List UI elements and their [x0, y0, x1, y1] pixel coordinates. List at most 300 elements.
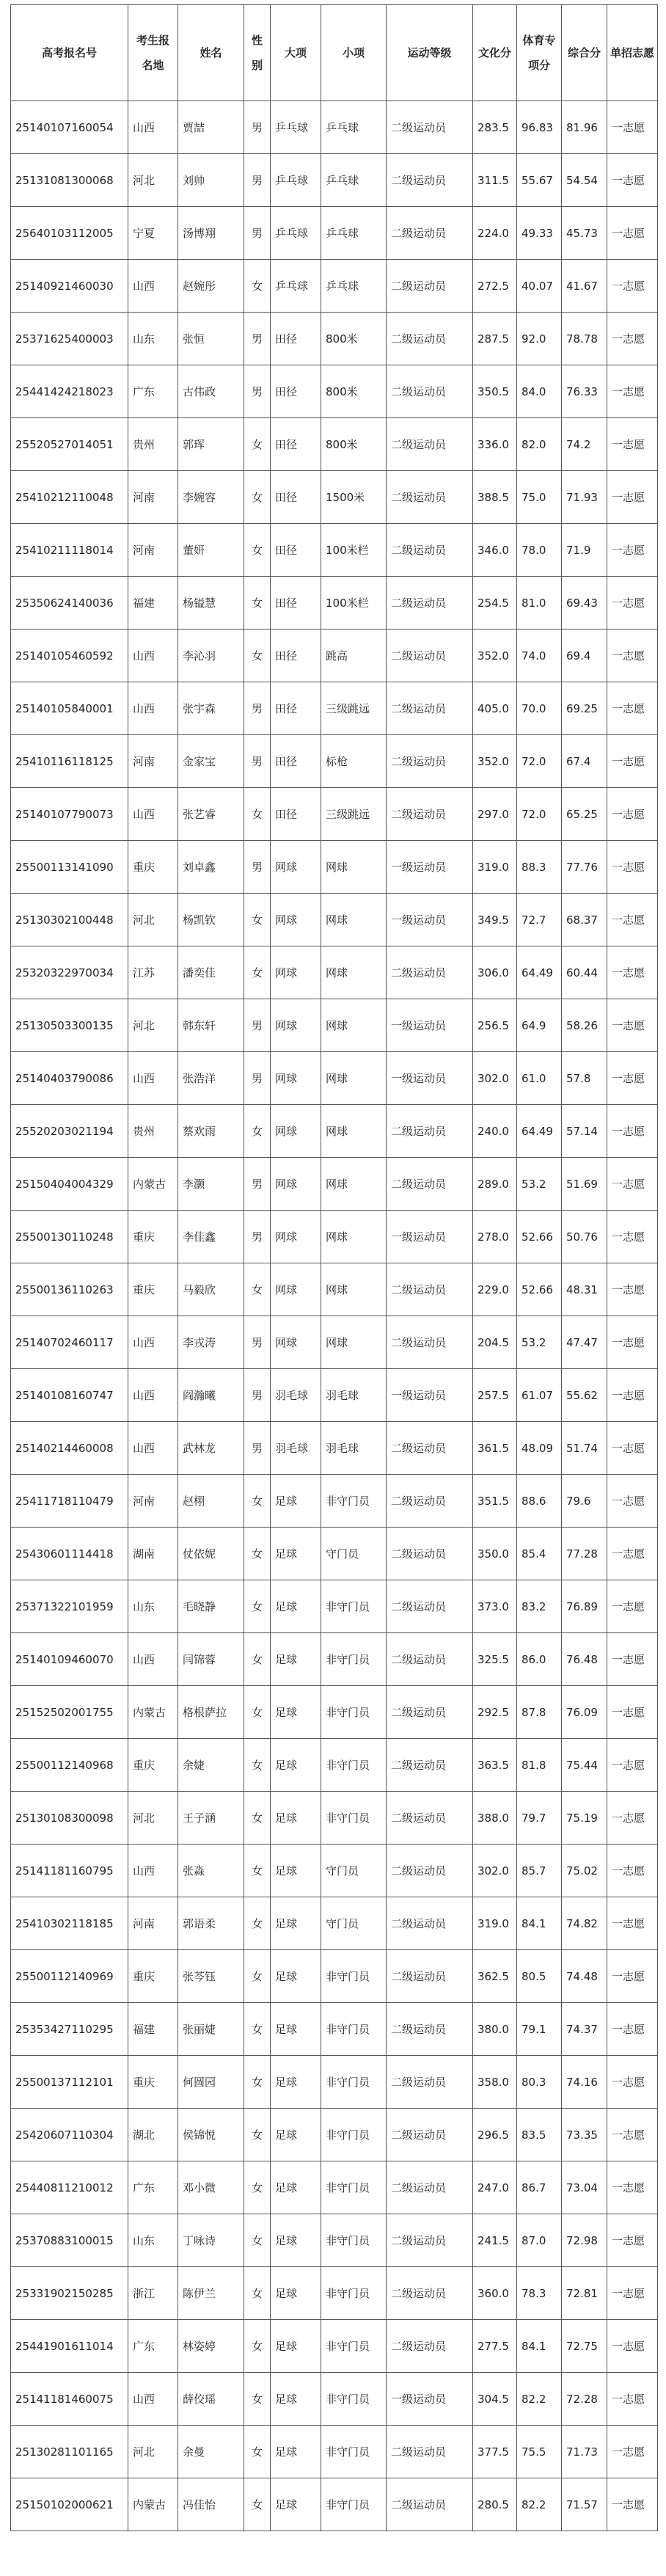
cell-event: 非守门员: [321, 1792, 387, 1845]
cell-province: 山西: [128, 1422, 178, 1475]
cell-exam-id: 25130503300135: [11, 999, 128, 1052]
cell-gender: 男: [244, 1158, 271, 1211]
cell-level: 二级运动员: [387, 2267, 473, 2320]
cell-province: 山西: [128, 788, 178, 841]
cell-sports-score: 53.2: [517, 1158, 562, 1211]
cell-exam-id: 25140107160054: [11, 101, 128, 154]
cell-name: 余曼: [178, 2426, 244, 2478]
cell-event: 网球: [321, 946, 387, 999]
cell-exam-id: 25410302118185: [11, 1897, 128, 1950]
cell-culture-score: 302.0: [473, 1845, 517, 1897]
cell-gender: 女: [244, 1845, 271, 1897]
cell-name: 刘帅: [178, 154, 244, 207]
cell-category: 网球: [271, 1211, 321, 1263]
cell-name: 古伟政: [178, 365, 244, 418]
cell-category: 足球: [271, 2373, 321, 2426]
cell-category: 足球: [271, 1633, 321, 1686]
cell-level: 二级运动员: [387, 1528, 473, 1580]
cell-volunteer: 一志愿: [607, 154, 658, 207]
cell-sports-score: 61.07: [517, 1369, 562, 1422]
cell-category: 足球: [271, 1686, 321, 1739]
cell-event: 跳高: [321, 630, 387, 682]
table-row: [11, 1528, 658, 1580]
cell-sports-score: 92.0: [517, 313, 562, 365]
cell-culture-score: 287.5: [473, 313, 517, 365]
cell-volunteer: 一志愿: [607, 2426, 658, 2478]
cell-total-score: 78.78: [562, 313, 607, 365]
cell-volunteer: 一志愿: [607, 418, 658, 471]
cell-culture-score: 278.0: [473, 1211, 517, 1263]
cell-province: 宁夏: [128, 207, 178, 260]
cell-category: 羽毛球: [271, 1422, 321, 1475]
cell-name: 董妍: [178, 524, 244, 577]
cell-name: 丁咏诗: [178, 2214, 244, 2267]
cell-volunteer: 一志愿: [607, 1475, 658, 1528]
cell-province: 河北: [128, 1792, 178, 1845]
table-row: [11, 2109, 658, 2161]
cell-event: 非守门员: [321, 2478, 387, 2531]
cell-gender: 男: [244, 207, 271, 260]
table-row: [11, 1158, 658, 1211]
table-row: [11, 2426, 658, 2478]
cell-exam-id: 25430601114418: [11, 1528, 128, 1580]
cell-sports-score: 64.49: [517, 1105, 562, 1158]
cell-total-score: 57.8: [562, 1052, 607, 1105]
cell-level: 二级运动员: [387, 1950, 473, 2003]
cell-event: 乒乓球: [321, 260, 387, 313]
cell-name: 张宇森: [178, 682, 244, 735]
cell-province: 河北: [128, 894, 178, 946]
cell-exam-id: 25130302100448: [11, 894, 128, 946]
cell-gender: 男: [244, 1316, 271, 1369]
cell-gender: 女: [244, 2267, 271, 2320]
header-volunteer: 单招志愿: [607, 5, 658, 101]
table-row: [11, 2003, 658, 2056]
cell-culture-score: 311.5: [473, 154, 517, 207]
cell-sports-score: 72.0: [517, 788, 562, 841]
cell-culture-score: 349.5: [473, 894, 517, 946]
cell-culture-score: 388.0: [473, 1792, 517, 1845]
table-row: [11, 418, 658, 471]
cell-exam-id: 25440811210012: [11, 2161, 128, 2214]
cell-culture-score: 362.5: [473, 1950, 517, 2003]
cell-culture-score: 346.0: [473, 524, 517, 577]
cell-category: 足球: [271, 1580, 321, 1633]
table-row: [11, 946, 658, 999]
cell-sports-score: 78.0: [517, 524, 562, 577]
cell-level: 二级运动员: [387, 2214, 473, 2267]
cell-gender: 女: [244, 2109, 271, 2161]
cell-level: 二级运动员: [387, 630, 473, 682]
cell-total-score: 74.2: [562, 418, 607, 471]
cell-event: 非守门员: [321, 2373, 387, 2426]
cell-province: 河南: [128, 1475, 178, 1528]
cell-total-score: 74.37: [562, 2003, 607, 2056]
cell-province: 山西: [128, 630, 178, 682]
table-row: [11, 1105, 658, 1158]
cell-level: 一级运动员: [387, 999, 473, 1052]
cell-name: 毛晓静: [178, 1580, 244, 1633]
cell-culture-score: 377.5: [473, 2426, 517, 2478]
cell-province: 山西: [128, 1633, 178, 1686]
admission-score-table: [10, 4, 658, 2531]
cell-province: 广东: [128, 2161, 178, 2214]
cell-gender: 男: [244, 365, 271, 418]
cell-event: 乒乓球: [321, 154, 387, 207]
cell-culture-score: 358.0: [473, 2056, 517, 2109]
cell-province: 河南: [128, 524, 178, 577]
table-row: [11, 1739, 658, 1792]
cell-exam-id: 25130281101165: [11, 2426, 128, 2478]
cell-culture-score: 373.0: [473, 1580, 517, 1633]
cell-province: 贵州: [128, 418, 178, 471]
cell-exam-id: 25410211118014: [11, 524, 128, 577]
cell-category: 足球: [271, 2426, 321, 2478]
cell-level: 二级运动员: [387, 788, 473, 841]
cell-culture-score: 292.5: [473, 1686, 517, 1739]
cell-name: 阎瀚曦: [178, 1369, 244, 1422]
cell-exam-id: 25441424218023: [11, 365, 128, 418]
cell-category: 田径: [271, 471, 321, 524]
cell-gender: 女: [244, 1105, 271, 1158]
cell-gender: 女: [244, 630, 271, 682]
table-row: [11, 2056, 658, 2109]
cell-culture-score: 240.0: [473, 1105, 517, 1158]
cell-event: 网球: [321, 1316, 387, 1369]
cell-sports-score: 81.0: [517, 577, 562, 630]
cell-total-score: 48.31: [562, 1263, 607, 1316]
cell-sports-score: 52.66: [517, 1263, 562, 1316]
header-gender: 性别: [244, 5, 271, 101]
cell-volunteer: 一志愿: [607, 2056, 658, 2109]
cell-name: 张淼: [178, 1845, 244, 1897]
cell-level: 二级运动员: [387, 1263, 473, 1316]
cell-total-score: 72.98: [562, 2214, 607, 2267]
cell-province: 山西: [128, 2373, 178, 2426]
cell-name: 张浩洋: [178, 1052, 244, 1105]
cell-event: 守门员: [321, 1845, 387, 1897]
cell-gender: 男: [244, 1211, 271, 1263]
cell-gender: 男: [244, 154, 271, 207]
table-row: [11, 365, 658, 418]
cell-name: 冯佳怡: [178, 2478, 244, 2531]
table-row: [11, 999, 658, 1052]
cell-level: 二级运动员: [387, 1422, 473, 1475]
cell-volunteer: 一志愿: [607, 2214, 658, 2267]
cell-level: 二级运动员: [387, 2478, 473, 2531]
cell-exam-id: 25140105840001: [11, 682, 128, 735]
cell-exam-id: 25500112140969: [11, 1950, 128, 2003]
cell-category: 羽毛球: [271, 1369, 321, 1422]
cell-volunteer: 一志愿: [607, 1316, 658, 1369]
cell-province: 河北: [128, 154, 178, 207]
cell-level: 二级运动员: [387, 101, 473, 154]
cell-province: 内蒙古: [128, 1158, 178, 1211]
cell-exam-id: 25411718110479: [11, 1475, 128, 1528]
cell-category: 田径: [271, 630, 321, 682]
table-row: [11, 207, 658, 260]
cell-level: 二级运动员: [387, 418, 473, 471]
cell-total-score: 55.62: [562, 1369, 607, 1422]
cell-event: 乒乓球: [321, 207, 387, 260]
cell-sports-score: 64.9: [517, 999, 562, 1052]
cell-volunteer: 一志愿: [607, 471, 658, 524]
cell-sports-score: 80.3: [517, 2056, 562, 2109]
table-row: [11, 313, 658, 365]
cell-category: 网球: [271, 1263, 321, 1316]
cell-level: 二级运动员: [387, 682, 473, 735]
table-row: [11, 524, 658, 577]
cell-gender: 女: [244, 2161, 271, 2214]
table-row: [11, 1052, 658, 1105]
cell-category: 田径: [271, 418, 321, 471]
cell-volunteer: 一志愿: [607, 1580, 658, 1633]
header-total-score: 综合分: [562, 5, 607, 101]
cell-event: 网球: [321, 1052, 387, 1105]
cell-gender: 女: [244, 788, 271, 841]
cell-total-score: 68.37: [562, 894, 607, 946]
cell-name: 张芩钰: [178, 1950, 244, 2003]
cell-volunteer: 一志愿: [607, 2003, 658, 2056]
cell-gender: 女: [244, 2426, 271, 2478]
cell-sports-score: 88.6: [517, 1475, 562, 1528]
cell-exam-id: 25371625400003: [11, 313, 128, 365]
cell-exam-id: 25500137112101: [11, 2056, 128, 2109]
cell-culture-score: 388.5: [473, 471, 517, 524]
cell-culture-score: 352.0: [473, 735, 517, 788]
cell-category: 网球: [271, 894, 321, 946]
cell-level: 二级运动员: [387, 2320, 473, 2373]
cell-gender: 女: [244, 894, 271, 946]
cell-gender: 女: [244, 1686, 271, 1739]
cell-level: 二级运动员: [387, 1580, 473, 1633]
cell-province: 重庆: [128, 1211, 178, 1263]
cell-gender: 女: [244, 1475, 271, 1528]
cell-culture-score: 351.5: [473, 1475, 517, 1528]
cell-volunteer: 一志愿: [607, 1158, 658, 1211]
cell-culture-score: 336.0: [473, 418, 517, 471]
cell-culture-score: 352.0: [473, 630, 517, 682]
cell-total-score: 45.73: [562, 207, 607, 260]
cell-culture-score: 302.0: [473, 1052, 517, 1105]
cell-category: 足球: [271, 1528, 321, 1580]
table-row: [11, 1475, 658, 1528]
cell-category: 足球: [271, 2056, 321, 2109]
cell-province: 重庆: [128, 841, 178, 894]
cell-province: 湖北: [128, 2109, 178, 2161]
cell-level: 二级运动员: [387, 1105, 473, 1158]
cell-gender: 女: [244, 1528, 271, 1580]
cell-province: 福建: [128, 577, 178, 630]
cell-total-score: 69.4: [562, 630, 607, 682]
table-row: [11, 1633, 658, 1686]
cell-volunteer: 一志愿: [607, 2267, 658, 2320]
cell-culture-score: 297.0: [473, 788, 517, 841]
cell-province: 山东: [128, 2214, 178, 2267]
cell-total-score: 41.67: [562, 260, 607, 313]
cell-category: 足球: [271, 1739, 321, 1792]
cell-total-score: 75.19: [562, 1792, 607, 1845]
cell-name: 张丽婕: [178, 2003, 244, 2056]
cell-event: 守门员: [321, 1897, 387, 1950]
cell-level: 二级运动员: [387, 735, 473, 788]
cell-event: 网球: [321, 1105, 387, 1158]
cell-event: 标枪: [321, 735, 387, 788]
cell-exam-id: 25140105460592: [11, 630, 128, 682]
cell-total-score: 51.74: [562, 1422, 607, 1475]
cell-exam-id: 25140108160747: [11, 1369, 128, 1422]
cell-volunteer: 一志愿: [607, 735, 658, 788]
cell-exam-id: 25371322101959: [11, 1580, 128, 1633]
cell-gender: 女: [244, 1580, 271, 1633]
table-row: [11, 1686, 658, 1739]
header-culture-score: 文化分: [473, 5, 517, 101]
cell-name: 李戎涛: [178, 1316, 244, 1369]
cell-province: 江苏: [128, 946, 178, 999]
cell-exam-id: 25140403790086: [11, 1052, 128, 1105]
cell-total-score: 67.4: [562, 735, 607, 788]
cell-volunteer: 一志愿: [607, 101, 658, 154]
cell-gender: 女: [244, 2478, 271, 2531]
cell-gender: 女: [244, 946, 271, 999]
header-event: 小项: [321, 5, 387, 101]
cell-culture-score: 360.0: [473, 2267, 517, 2320]
cell-category: 足球: [271, 1475, 321, 1528]
cell-culture-score: 229.0: [473, 1263, 517, 1316]
cell-gender: 男: [244, 735, 271, 788]
header-province: 考生报名地: [128, 5, 178, 101]
cell-culture-score: 296.5: [473, 2109, 517, 2161]
cell-exam-id: 25150102000621: [11, 2478, 128, 2531]
cell-event: 非守门员: [321, 2320, 387, 2373]
cell-volunteer: 一志愿: [607, 1950, 658, 2003]
cell-event: 非守门员: [321, 2214, 387, 2267]
cell-volunteer: 一志愿: [607, 894, 658, 946]
cell-event: 网球: [321, 1211, 387, 1263]
cell-name: 张艺睿: [178, 788, 244, 841]
cell-province: 内蒙古: [128, 1686, 178, 1739]
cell-level: 二级运动员: [387, 1158, 473, 1211]
cell-level: 二级运动员: [387, 1845, 473, 1897]
cell-event: 100米栏: [321, 524, 387, 577]
cell-event: 非守门员: [321, 1633, 387, 1686]
cell-event: 800米: [321, 365, 387, 418]
cell-culture-score: 325.5: [473, 1633, 517, 1686]
cell-sports-score: 40.07: [517, 260, 562, 313]
cell-name: 陈伊兰: [178, 2267, 244, 2320]
cell-level: 二级运动员: [387, 471, 473, 524]
cell-exam-id: 25331902150285: [11, 2267, 128, 2320]
cell-sports-score: 86.7: [517, 2161, 562, 2214]
cell-total-score: 76.09: [562, 1686, 607, 1739]
table-row: [11, 894, 658, 946]
cell-name: 杨镒慧: [178, 577, 244, 630]
cell-category: 足球: [271, 1897, 321, 1950]
cell-sports-score: 75.5: [517, 2426, 562, 2478]
header-name: 姓名: [178, 5, 244, 101]
cell-sports-score: 79.7: [517, 1792, 562, 1845]
cell-culture-score: 405.0: [473, 682, 517, 735]
cell-event: 非守门员: [321, 2267, 387, 2320]
cell-exam-id: 25353427110295: [11, 2003, 128, 2056]
cell-total-score: 72.28: [562, 2373, 607, 2426]
cell-name: 李佳鑫: [178, 1211, 244, 1263]
cell-volunteer: 一志愿: [607, 1633, 658, 1686]
cell-culture-score: 363.5: [473, 1739, 517, 1792]
cell-name: 潘奕佳: [178, 946, 244, 999]
cell-gender: 女: [244, 418, 271, 471]
cell-event: 非守门员: [321, 1950, 387, 2003]
cell-volunteer: 一志愿: [607, 788, 658, 841]
table-row: [11, 682, 658, 735]
cell-name: 侯锦悦: [178, 2109, 244, 2161]
cell-volunteer: 一志愿: [607, 313, 658, 365]
cell-exam-id: 25131081300068: [11, 154, 128, 207]
cell-level: 二级运动员: [387, 1739, 473, 1792]
cell-culture-score: 254.5: [473, 577, 517, 630]
cell-total-score: 65.25: [562, 788, 607, 841]
cell-gender: 女: [244, 2373, 271, 2426]
cell-category: 足球: [271, 1845, 321, 1897]
cell-level: 二级运动员: [387, 1792, 473, 1845]
cell-province: 重庆: [128, 1263, 178, 1316]
cell-volunteer: 一志愿: [607, 2373, 658, 2426]
cell-province: 重庆: [128, 2056, 178, 2109]
cell-culture-score: 272.5: [473, 260, 517, 313]
cell-level: 二级运动员: [387, 577, 473, 630]
cell-gender: 男: [244, 1369, 271, 1422]
cell-exam-id: 25500136110263: [11, 1263, 128, 1316]
cell-total-score: 75.44: [562, 1739, 607, 1792]
cell-gender: 女: [244, 260, 271, 313]
cell-exam-id: 25500113141090: [11, 841, 128, 894]
cell-name: 李灏: [178, 1158, 244, 1211]
table-row: [11, 2214, 658, 2267]
cell-event: 三级跳远: [321, 788, 387, 841]
cell-total-score: 71.73: [562, 2426, 607, 2478]
cell-name: 贾喆: [178, 101, 244, 154]
cell-event: 800米: [321, 313, 387, 365]
cell-culture-score: 256.5: [473, 999, 517, 1052]
cell-total-score: 76.89: [562, 1580, 607, 1633]
cell-event: 非守门员: [321, 1739, 387, 1792]
cell-exam-id: 25640103112005: [11, 207, 128, 260]
cell-event: 800米: [321, 418, 387, 471]
cell-total-score: 76.33: [562, 365, 607, 418]
cell-total-score: 81.96: [562, 101, 607, 154]
cell-total-score: 77.76: [562, 841, 607, 894]
cell-level: 二级运动员: [387, 1475, 473, 1528]
cell-event: 非守门员: [321, 1686, 387, 1739]
cell-name: 李婉容: [178, 471, 244, 524]
cell-total-score: 74.48: [562, 1950, 607, 2003]
cell-total-score: 72.75: [562, 2320, 607, 2373]
cell-level: 二级运动员: [387, 1316, 473, 1369]
cell-category: 网球: [271, 1052, 321, 1105]
cell-level: 一级运动员: [387, 2373, 473, 2426]
table-row: [11, 2373, 658, 2426]
cell-total-score: 77.28: [562, 1528, 607, 1580]
cell-volunteer: 一志愿: [607, 999, 658, 1052]
cell-category: 网球: [271, 1158, 321, 1211]
cell-gender: 男: [244, 101, 271, 154]
cell-sports-score: 86.0: [517, 1633, 562, 1686]
cell-sports-score: 84.1: [517, 2320, 562, 2373]
cell-sports-score: 87.8: [517, 1686, 562, 1739]
cell-level: 二级运动员: [387, 313, 473, 365]
cell-gender: 女: [244, 524, 271, 577]
cell-culture-score: 247.0: [473, 2161, 517, 2214]
